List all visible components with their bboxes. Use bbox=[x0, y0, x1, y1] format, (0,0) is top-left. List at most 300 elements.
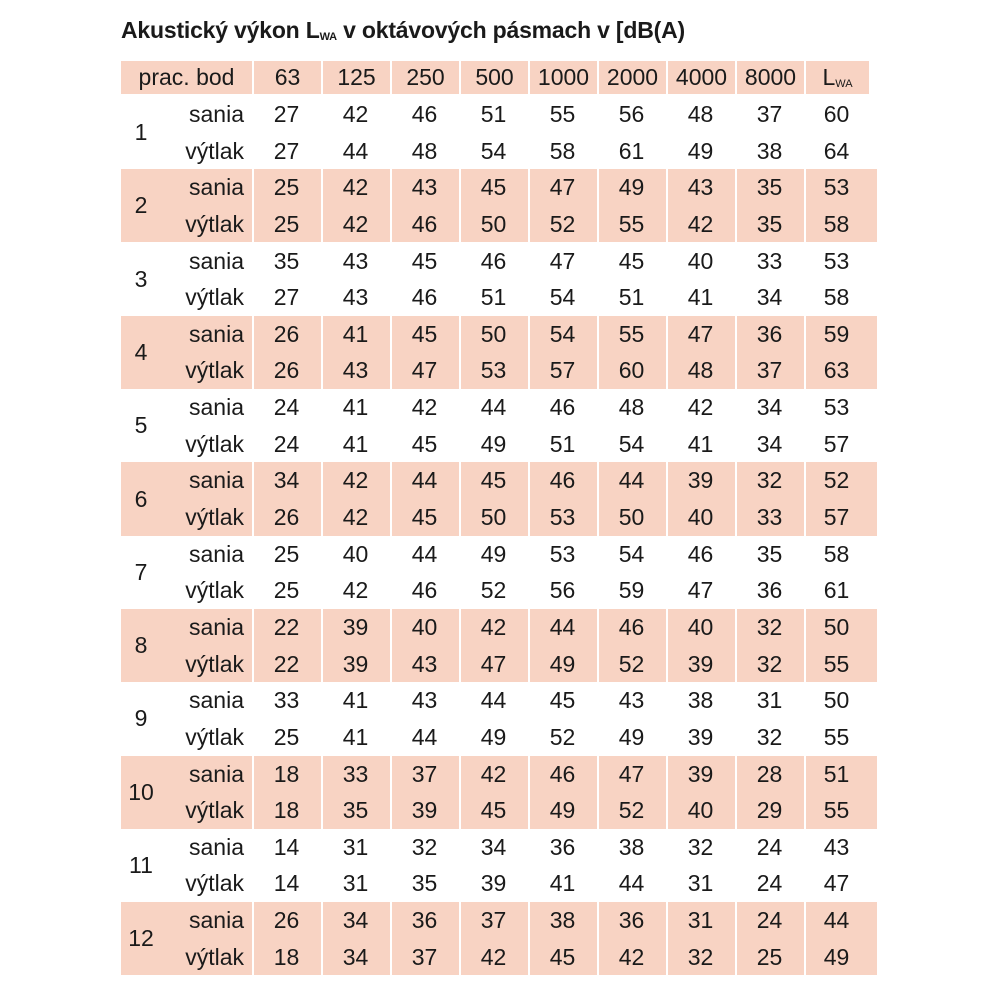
band-value-cell: 36 bbox=[411, 907, 438, 934]
table-row-vytlak bbox=[161, 865, 877, 902]
band-value-cell: 46 bbox=[411, 284, 438, 311]
band-value-cell: 42 bbox=[480, 943, 507, 970]
row-group-point-8 bbox=[121, 609, 877, 682]
header-band-1000: 1000 bbox=[530, 61, 597, 94]
total-value-cell: 53 bbox=[823, 174, 850, 201]
band-value-cell: 38 bbox=[687, 687, 714, 714]
band-value-cell: 18 bbox=[273, 797, 300, 824]
column-separator bbox=[252, 61, 254, 975]
total-value-cell: 55 bbox=[823, 723, 850, 750]
band-value-cell: 42 bbox=[480, 760, 507, 787]
band-value-cell: 48 bbox=[411, 137, 438, 164]
band-value-cell: 44 bbox=[480, 394, 507, 421]
band-value-cell: 46 bbox=[411, 210, 438, 237]
table-row-sania bbox=[161, 316, 877, 353]
header-band-500: 500 bbox=[461, 61, 528, 94]
band-value-cell: 29 bbox=[756, 797, 783, 824]
total-value-cell: 58 bbox=[823, 284, 850, 311]
band-value-cell: 49 bbox=[549, 797, 576, 824]
band-value-cell: 59 bbox=[618, 577, 645, 604]
band-value-cell: 43 bbox=[342, 357, 369, 384]
table-row-sania bbox=[161, 169, 877, 206]
total-value-cell: 55 bbox=[823, 797, 850, 824]
band-value-cell: 43 bbox=[411, 650, 438, 677]
header-total-lwa bbox=[806, 61, 869, 94]
band-value-cell: 39 bbox=[687, 650, 714, 677]
discharge-label: výtlak bbox=[185, 650, 244, 677]
band-value-cell: 39 bbox=[342, 613, 369, 640]
table-row-vytlak bbox=[161, 572, 877, 609]
table-row-sania bbox=[161, 96, 877, 133]
table-row-vytlak bbox=[161, 939, 877, 976]
band-value-cell: 28 bbox=[756, 760, 783, 787]
total-value-cell: 64 bbox=[823, 137, 850, 164]
band-value-cell: 58 bbox=[549, 137, 576, 164]
operating-point-number: 11 bbox=[129, 851, 153, 878]
column-separator bbox=[597, 61, 599, 975]
band-value-cell: 41 bbox=[342, 430, 369, 457]
band-value-cell: 24 bbox=[756, 833, 783, 860]
band-value-cell: 26 bbox=[273, 907, 300, 934]
band-value-cell: 33 bbox=[756, 247, 783, 274]
band-value-cell: 32 bbox=[687, 833, 714, 860]
band-value-cell: 52 bbox=[549, 723, 576, 750]
band-value-cell: 18 bbox=[273, 760, 300, 787]
band-value-cell: 37 bbox=[411, 943, 438, 970]
band-value-cell: 46 bbox=[411, 101, 438, 127]
band-value-cell: 45 bbox=[480, 174, 507, 201]
band-value-cell: 47 bbox=[411, 357, 438, 384]
header-total-subscript: WA bbox=[835, 78, 853, 90]
title-main: Akustický výkon L bbox=[121, 17, 320, 43]
band-value-cell: 22 bbox=[273, 613, 300, 640]
header-band-63: 63 bbox=[254, 61, 321, 94]
band-value-cell: 34 bbox=[342, 943, 369, 970]
band-value-cell: 40 bbox=[342, 540, 369, 567]
operating-point-number: 6 bbox=[134, 485, 148, 512]
band-value-cell: 32 bbox=[756, 650, 783, 677]
operating-point-number: 10 bbox=[128, 778, 154, 805]
table-row-sania bbox=[161, 389, 877, 426]
band-value-cell: 34 bbox=[756, 284, 783, 311]
band-value-cell: 37 bbox=[411, 760, 438, 787]
band-value-cell: 39 bbox=[687, 467, 714, 494]
table-row-sania bbox=[161, 682, 877, 719]
band-value-cell: 42 bbox=[687, 210, 714, 237]
band-value-cell: 45 bbox=[480, 467, 507, 494]
suction-label: sania bbox=[189, 101, 244, 127]
band-value-cell: 37 bbox=[756, 101, 783, 127]
band-value-cell: 35 bbox=[411, 870, 438, 897]
band-value-cell: 24 bbox=[756, 907, 783, 934]
band-value-cell: 55 bbox=[618, 210, 645, 237]
band-value-cell: 47 bbox=[687, 577, 714, 604]
band-value-cell: 49 bbox=[549, 650, 576, 677]
band-value-cell: 50 bbox=[618, 504, 645, 530]
band-value-cell: 26 bbox=[273, 320, 300, 347]
band-value-cell: 32 bbox=[756, 723, 783, 750]
band-value-cell: 52 bbox=[618, 797, 645, 824]
band-value-cell: 25 bbox=[756, 943, 783, 970]
operating-point-number: 1 bbox=[134, 119, 148, 146]
band-value-cell: 32 bbox=[687, 943, 714, 970]
band-value-cell: 41 bbox=[342, 394, 369, 421]
band-value-cell: 39 bbox=[480, 870, 507, 897]
suction-label: sania bbox=[189, 540, 244, 567]
table-row-vytlak bbox=[161, 792, 877, 829]
band-value-cell: 54 bbox=[618, 540, 645, 567]
band-value-cell: 43 bbox=[687, 174, 714, 201]
row-group-point-1 bbox=[121, 96, 877, 169]
column-separator bbox=[390, 61, 392, 975]
header-band-8000: 8000 bbox=[737, 61, 804, 94]
band-value-cell: 47 bbox=[618, 760, 645, 787]
column-separator bbox=[666, 61, 668, 975]
band-value-cell: 46 bbox=[549, 760, 576, 787]
band-value-cell: 44 bbox=[411, 540, 438, 567]
band-value-cell: 25 bbox=[273, 577, 300, 604]
band-value-cell: 50 bbox=[480, 504, 507, 530]
band-value-cell: 18 bbox=[273, 943, 300, 970]
band-value-cell: 25 bbox=[273, 723, 300, 750]
band-value-cell: 47 bbox=[549, 247, 576, 274]
discharge-label: výtlak bbox=[185, 870, 244, 897]
row-group-point-10 bbox=[121, 756, 877, 829]
discharge-label: výtlak bbox=[185, 137, 244, 164]
suction-label: sania bbox=[189, 467, 244, 494]
total-value-cell: 52 bbox=[823, 467, 850, 494]
table-row-sania bbox=[161, 462, 877, 499]
band-value-cell: 49 bbox=[480, 540, 507, 567]
band-value-cell: 14 bbox=[273, 833, 300, 860]
band-value-cell: 42 bbox=[342, 504, 369, 530]
band-value-cell: 57 bbox=[549, 357, 576, 384]
band-value-cell: 39 bbox=[687, 723, 714, 750]
discharge-label: výtlak bbox=[185, 577, 244, 604]
header-total-main: L bbox=[822, 64, 836, 90]
band-value-cell: 36 bbox=[756, 320, 783, 347]
discharge-label: výtlak bbox=[185, 943, 244, 970]
header-operating-point: prac. bod bbox=[121, 61, 252, 94]
band-value-cell: 31 bbox=[756, 687, 783, 714]
band-value-cell: 44 bbox=[618, 467, 645, 494]
total-value-cell: 51 bbox=[823, 760, 850, 787]
table-row-sania bbox=[161, 902, 877, 939]
band-value-cell: 40 bbox=[411, 613, 438, 640]
suction-label: sania bbox=[189, 760, 244, 787]
table-row-vytlak bbox=[161, 499, 877, 536]
band-value-cell: 54 bbox=[549, 284, 576, 311]
discharge-label: výtlak bbox=[185, 210, 244, 237]
total-value-cell: 47 bbox=[823, 870, 850, 897]
band-value-cell: 46 bbox=[480, 247, 507, 274]
band-value-cell: 49 bbox=[687, 137, 714, 164]
band-value-cell: 35 bbox=[756, 174, 783, 201]
band-value-cell: 25 bbox=[273, 210, 300, 237]
band-value-cell: 41 bbox=[549, 870, 576, 897]
band-value-cell: 45 bbox=[618, 247, 645, 274]
total-value-cell: 50 bbox=[823, 687, 850, 714]
band-value-cell: 45 bbox=[549, 687, 576, 714]
discharge-label: výtlak bbox=[185, 723, 244, 750]
total-value-cell: 44 bbox=[823, 907, 850, 934]
table-row-vytlak bbox=[161, 279, 877, 316]
band-value-cell: 56 bbox=[549, 577, 576, 604]
band-value-cell: 51 bbox=[549, 430, 576, 457]
band-value-cell: 35 bbox=[756, 210, 783, 237]
total-value-cell: 59 bbox=[823, 320, 850, 347]
band-value-cell: 55 bbox=[549, 101, 576, 127]
total-value-cell: 58 bbox=[823, 540, 850, 567]
band-value-cell: 60 bbox=[618, 357, 645, 384]
table-row-vytlak bbox=[161, 206, 877, 243]
band-value-cell: 41 bbox=[687, 430, 714, 457]
band-value-cell: 42 bbox=[342, 210, 369, 237]
row-group-point-9 bbox=[121, 682, 877, 755]
operating-point-number: 7 bbox=[134, 558, 148, 585]
suction-label: sania bbox=[189, 174, 244, 201]
band-value-cell: 42 bbox=[342, 101, 369, 127]
column-separator bbox=[528, 61, 530, 975]
band-value-cell: 34 bbox=[480, 833, 507, 860]
band-value-cell: 14 bbox=[273, 870, 300, 897]
operating-point-number: 2 bbox=[134, 192, 148, 219]
band-value-cell: 49 bbox=[480, 430, 507, 457]
band-value-cell: 37 bbox=[480, 907, 507, 934]
band-value-cell: 24 bbox=[273, 394, 300, 421]
band-value-cell: 47 bbox=[549, 174, 576, 201]
operating-point-number: 4 bbox=[134, 338, 148, 365]
band-value-cell: 33 bbox=[756, 504, 783, 530]
suction-label: sania bbox=[189, 394, 244, 421]
band-value-cell: 44 bbox=[342, 137, 369, 164]
band-value-cell: 26 bbox=[273, 504, 300, 530]
band-value-cell: 43 bbox=[342, 247, 369, 274]
total-value-cell: 61 bbox=[823, 577, 850, 604]
band-value-cell: 43 bbox=[618, 687, 645, 714]
band-value-cell: 48 bbox=[687, 101, 714, 127]
band-value-cell: 27 bbox=[273, 284, 300, 311]
band-value-cell: 42 bbox=[342, 577, 369, 604]
band-value-cell: 45 bbox=[549, 943, 576, 970]
band-value-cell: 36 bbox=[549, 833, 576, 860]
total-value-cell: 57 bbox=[823, 504, 850, 530]
total-value-cell: 43 bbox=[823, 833, 850, 860]
band-value-cell: 51 bbox=[480, 284, 507, 311]
band-value-cell: 44 bbox=[480, 687, 507, 714]
row-group-point-6 bbox=[121, 462, 877, 535]
band-value-cell: 33 bbox=[273, 687, 300, 714]
column-separator bbox=[735, 61, 737, 975]
suction-label: sania bbox=[189, 247, 244, 274]
suction-label: sania bbox=[189, 687, 244, 714]
table-row-vytlak bbox=[161, 426, 877, 463]
band-value-cell: 43 bbox=[411, 687, 438, 714]
band-value-cell: 31 bbox=[342, 870, 369, 897]
band-value-cell: 54 bbox=[618, 430, 645, 457]
band-value-cell: 49 bbox=[480, 723, 507, 750]
band-value-cell: 41 bbox=[342, 320, 369, 347]
band-value-cell: 49 bbox=[618, 174, 645, 201]
total-value-cell: 58 bbox=[823, 210, 850, 237]
operating-point-number: 12 bbox=[128, 925, 154, 952]
band-value-cell: 43 bbox=[411, 174, 438, 201]
band-value-cell: 42 bbox=[480, 613, 507, 640]
band-value-cell: 43 bbox=[342, 284, 369, 311]
band-value-cell: 32 bbox=[756, 613, 783, 640]
band-value-cell: 38 bbox=[549, 907, 576, 934]
operating-point-number: 9 bbox=[134, 705, 148, 732]
column-separator bbox=[459, 61, 461, 975]
band-value-cell: 45 bbox=[411, 430, 438, 457]
header-band-125: 125 bbox=[323, 61, 390, 94]
band-value-cell: 45 bbox=[411, 504, 438, 530]
band-value-cell: 25 bbox=[273, 174, 300, 201]
band-value-cell: 24 bbox=[756, 870, 783, 897]
discharge-label: výtlak bbox=[185, 357, 244, 384]
band-value-cell: 37 bbox=[756, 357, 783, 384]
column-separator bbox=[804, 61, 806, 975]
band-value-cell: 24 bbox=[273, 430, 300, 457]
band-value-cell: 35 bbox=[273, 247, 300, 274]
band-value-cell: 42 bbox=[687, 394, 714, 421]
band-value-cell: 39 bbox=[411, 797, 438, 824]
total-value-cell: 55 bbox=[823, 650, 850, 677]
band-value-cell: 34 bbox=[756, 430, 783, 457]
band-value-cell: 39 bbox=[687, 760, 714, 787]
table-row-sania bbox=[161, 756, 877, 793]
band-value-cell: 49 bbox=[618, 723, 645, 750]
band-value-cell: 50 bbox=[480, 210, 507, 237]
band-value-cell: 48 bbox=[687, 357, 714, 384]
total-value-cell: 53 bbox=[823, 394, 850, 421]
band-value-cell: 40 bbox=[687, 797, 714, 824]
suction-label: sania bbox=[189, 613, 244, 640]
band-value-cell: 40 bbox=[687, 247, 714, 274]
band-value-cell: 38 bbox=[756, 137, 783, 164]
band-value-cell: 44 bbox=[411, 467, 438, 494]
suction-label: sania bbox=[189, 833, 244, 860]
band-value-cell: 40 bbox=[687, 504, 714, 530]
band-value-cell: 54 bbox=[549, 320, 576, 347]
table-body bbox=[121, 96, 877, 975]
band-value-cell: 45 bbox=[411, 247, 438, 274]
title-rest: v oktávových pásmach v [dB(A) bbox=[336, 17, 685, 43]
band-value-cell: 61 bbox=[618, 137, 645, 164]
band-value-cell: 47 bbox=[480, 650, 507, 677]
band-value-cell: 27 bbox=[273, 101, 300, 127]
table-row-vytlak bbox=[161, 646, 877, 683]
band-value-cell: 50 bbox=[480, 320, 507, 347]
operating-point-number: 5 bbox=[134, 412, 148, 439]
band-value-cell: 46 bbox=[411, 577, 438, 604]
band-value-cell: 48 bbox=[618, 394, 645, 421]
table-row-vytlak bbox=[161, 352, 877, 389]
total-value-cell: 49 bbox=[823, 943, 850, 970]
title-subscript: WA bbox=[319, 31, 337, 43]
band-value-cell: 55 bbox=[618, 320, 645, 347]
band-value-cell: 31 bbox=[687, 870, 714, 897]
band-value-cell: 46 bbox=[618, 613, 645, 640]
row-group-point-5 bbox=[121, 389, 877, 462]
band-value-cell: 36 bbox=[756, 577, 783, 604]
band-value-cell: 42 bbox=[342, 174, 369, 201]
band-value-cell: 41 bbox=[342, 687, 369, 714]
table-row-sania bbox=[161, 243, 877, 280]
table-row-sania bbox=[161, 829, 877, 866]
band-value-cell: 41 bbox=[687, 284, 714, 311]
band-value-cell: 34 bbox=[756, 394, 783, 421]
band-value-cell: 42 bbox=[618, 943, 645, 970]
band-value-cell: 54 bbox=[480, 137, 507, 164]
header-band-2000: 2000 bbox=[599, 61, 666, 94]
band-value-cell: 45 bbox=[411, 320, 438, 347]
suction-label: sania bbox=[189, 907, 244, 934]
band-value-cell: 31 bbox=[687, 907, 714, 934]
band-value-cell: 35 bbox=[756, 540, 783, 567]
band-value-cell: 53 bbox=[480, 357, 507, 384]
table-row-vytlak bbox=[161, 133, 877, 170]
band-value-cell: 22 bbox=[273, 650, 300, 677]
table-title bbox=[121, 17, 685, 44]
total-value-cell: 50 bbox=[823, 613, 850, 640]
row-group-point-2 bbox=[121, 169, 877, 242]
band-value-cell: 52 bbox=[618, 650, 645, 677]
band-value-cell: 32 bbox=[756, 467, 783, 494]
operating-point-number: 8 bbox=[134, 632, 148, 659]
header-band-250: 250 bbox=[392, 61, 459, 94]
band-value-cell: 26 bbox=[273, 357, 300, 384]
band-value-cell: 56 bbox=[618, 101, 645, 127]
row-group-point-4 bbox=[121, 316, 877, 389]
band-value-cell: 32 bbox=[411, 833, 438, 860]
band-value-cell: 44 bbox=[549, 613, 576, 640]
row-group-point-11 bbox=[121, 829, 877, 902]
band-value-cell: 44 bbox=[411, 723, 438, 750]
operating-point-number: 3 bbox=[134, 265, 148, 292]
row-group-point-12 bbox=[121, 902, 877, 975]
band-value-cell: 46 bbox=[687, 540, 714, 567]
band-value-cell: 40 bbox=[687, 613, 714, 640]
band-value-cell: 46 bbox=[549, 467, 576, 494]
band-value-cell: 52 bbox=[549, 210, 576, 237]
total-value-cell: 60 bbox=[823, 101, 850, 127]
sound-power-table bbox=[121, 61, 877, 975]
row-group-point-3 bbox=[121, 243, 877, 316]
band-value-cell: 51 bbox=[618, 284, 645, 311]
column-separator bbox=[321, 61, 323, 975]
band-value-cell: 34 bbox=[342, 907, 369, 934]
discharge-label: výtlak bbox=[185, 284, 244, 311]
band-value-cell: 39 bbox=[342, 650, 369, 677]
table-row-vytlak bbox=[161, 719, 877, 756]
total-value-cell: 53 bbox=[823, 247, 850, 274]
suction-label: sania bbox=[189, 320, 244, 347]
discharge-label: výtlak bbox=[185, 430, 244, 457]
band-value-cell: 42 bbox=[411, 394, 438, 421]
band-value-cell: 53 bbox=[549, 540, 576, 567]
band-value-cell: 44 bbox=[618, 870, 645, 897]
total-value-cell: 57 bbox=[823, 430, 850, 457]
table-header-row bbox=[121, 61, 877, 96]
band-value-cell: 53 bbox=[549, 504, 576, 530]
band-value-cell: 35 bbox=[342, 797, 369, 824]
band-value-cell: 45 bbox=[480, 797, 507, 824]
band-value-cell: 46 bbox=[549, 394, 576, 421]
band-value-cell: 47 bbox=[687, 320, 714, 347]
band-value-cell: 42 bbox=[342, 467, 369, 494]
band-value-cell: 27 bbox=[273, 137, 300, 164]
